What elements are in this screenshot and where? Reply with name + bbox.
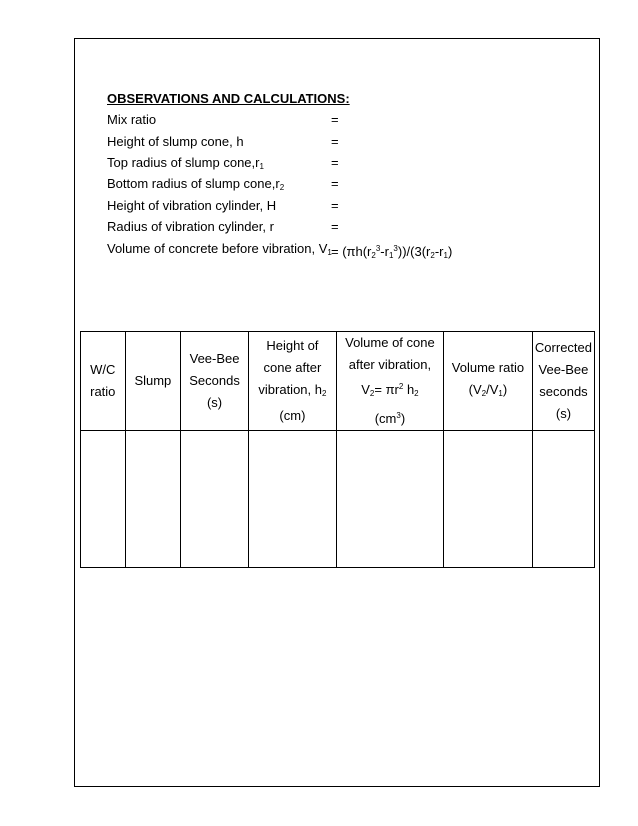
observation-equals: = bbox=[331, 134, 339, 149]
header-text: (cm) bbox=[279, 408, 306, 423]
observation-equals: = bbox=[331, 155, 339, 170]
header-text: Vee-Bee bbox=[538, 362, 589, 377]
formula-part: -r bbox=[380, 244, 389, 259]
superscript: 2 bbox=[398, 382, 404, 391]
header-text: V bbox=[361, 382, 370, 397]
superscript: 3 bbox=[393, 244, 398, 253]
cell-slump[interactable] bbox=[125, 431, 181, 568]
section-heading: OBSERVATIONS AND CALCULATIONS: bbox=[107, 91, 350, 106]
observation-label-wrap bbox=[107, 240, 332, 262]
header-text: W/C bbox=[90, 362, 116, 377]
header-text: Seconds bbox=[189, 373, 240, 388]
observation-label: Bottom radius of slump cone,r bbox=[107, 176, 280, 191]
observation-equals: = bbox=[331, 198, 339, 213]
header-text: cone after bbox=[263, 360, 322, 375]
header-text: Vee-Bee bbox=[189, 351, 240, 366]
header-vee-bee-seconds bbox=[181, 332, 249, 431]
header-wc-ratio bbox=[81, 332, 126, 431]
formula-part: -r bbox=[434, 244, 444, 259]
header-text: (s) bbox=[206, 395, 223, 410]
cell-corrected-vee-bee[interactable] bbox=[532, 431, 594, 568]
header-text: ratio bbox=[90, 384, 116, 399]
header-corrected-vee-bee bbox=[532, 332, 594, 431]
header-text: = πr bbox=[374, 382, 399, 397]
cell-volume-ratio[interactable] bbox=[443, 431, 532, 568]
subscript: 2 bbox=[279, 183, 285, 192]
header-text: vibration, h bbox=[258, 382, 322, 397]
header-text: (s) bbox=[555, 406, 572, 421]
superscript: 3 bbox=[375, 244, 381, 253]
formula-part: = (πh(r bbox=[331, 244, 372, 259]
subscript: 1 bbox=[327, 248, 332, 257]
header-height-after-vibration bbox=[248, 332, 336, 431]
observation-label-wrap bbox=[107, 154, 264, 176]
subscript: 2 bbox=[414, 389, 419, 398]
header-text: ) bbox=[502, 382, 508, 397]
observation-label: Height of vibration cylinder, H bbox=[107, 198, 277, 213]
table-row bbox=[81, 431, 595, 568]
observation-label-wrap bbox=[107, 175, 284, 197]
subscript: 2 bbox=[371, 251, 376, 260]
observation-equals: = bbox=[331, 219, 339, 234]
header-text: seconds bbox=[539, 384, 588, 399]
observation-label: Volume of concrete before vibration, V bbox=[107, 241, 328, 256]
header-text: Volume of cone bbox=[345, 335, 435, 350]
formula-part: ) bbox=[447, 244, 453, 259]
subscript: 1 bbox=[443, 251, 448, 260]
cell-volume-after-vibration[interactable] bbox=[336, 431, 443, 568]
formula-part: ))/(3(r bbox=[397, 244, 431, 259]
header-text: ) bbox=[400, 411, 406, 426]
header-volume-ratio bbox=[443, 332, 532, 431]
header-text: Corrected bbox=[534, 340, 592, 355]
subscript: 1 bbox=[259, 162, 264, 171]
header-text: (cm bbox=[374, 411, 397, 426]
header-text: h bbox=[403, 382, 415, 397]
observation-label: Radius of vibration cylinder, r bbox=[107, 219, 274, 234]
observation-label: Mix ratio bbox=[107, 112, 157, 127]
superscript: 3 bbox=[396, 411, 401, 420]
header-text: /V bbox=[486, 382, 499, 397]
subscript: 2 bbox=[430, 251, 435, 260]
header-text: (V bbox=[468, 382, 482, 397]
observation-equals: = bbox=[331, 176, 339, 191]
observation-label: Top radius of slump cone,r bbox=[107, 155, 260, 170]
subscript: 1 bbox=[388, 251, 394, 260]
observation-equals: = bbox=[331, 112, 339, 127]
subscript: 2 bbox=[369, 389, 375, 398]
cell-wc-ratio[interactable] bbox=[81, 431, 126, 568]
cell-vee-bee-seconds[interactable] bbox=[181, 431, 249, 568]
header-slump bbox=[125, 332, 181, 431]
volume-formula bbox=[331, 240, 452, 265]
subscript: 2 bbox=[321, 389, 327, 398]
header-volume-after-vibration bbox=[336, 332, 443, 431]
table-header-row bbox=[81, 332, 595, 431]
observation-label: Height of slump cone, h bbox=[107, 134, 244, 149]
header-text: Volume ratio bbox=[451, 360, 525, 375]
observation-table bbox=[80, 331, 595, 568]
subscript: 1 bbox=[498, 389, 503, 398]
subscript: 2 bbox=[481, 389, 487, 398]
header-text: Height of bbox=[266, 338, 319, 353]
header-text: Slump bbox=[134, 373, 172, 388]
header-text: after vibration, bbox=[348, 357, 432, 372]
cell-height-after-vibration[interactable] bbox=[248, 431, 336, 568]
